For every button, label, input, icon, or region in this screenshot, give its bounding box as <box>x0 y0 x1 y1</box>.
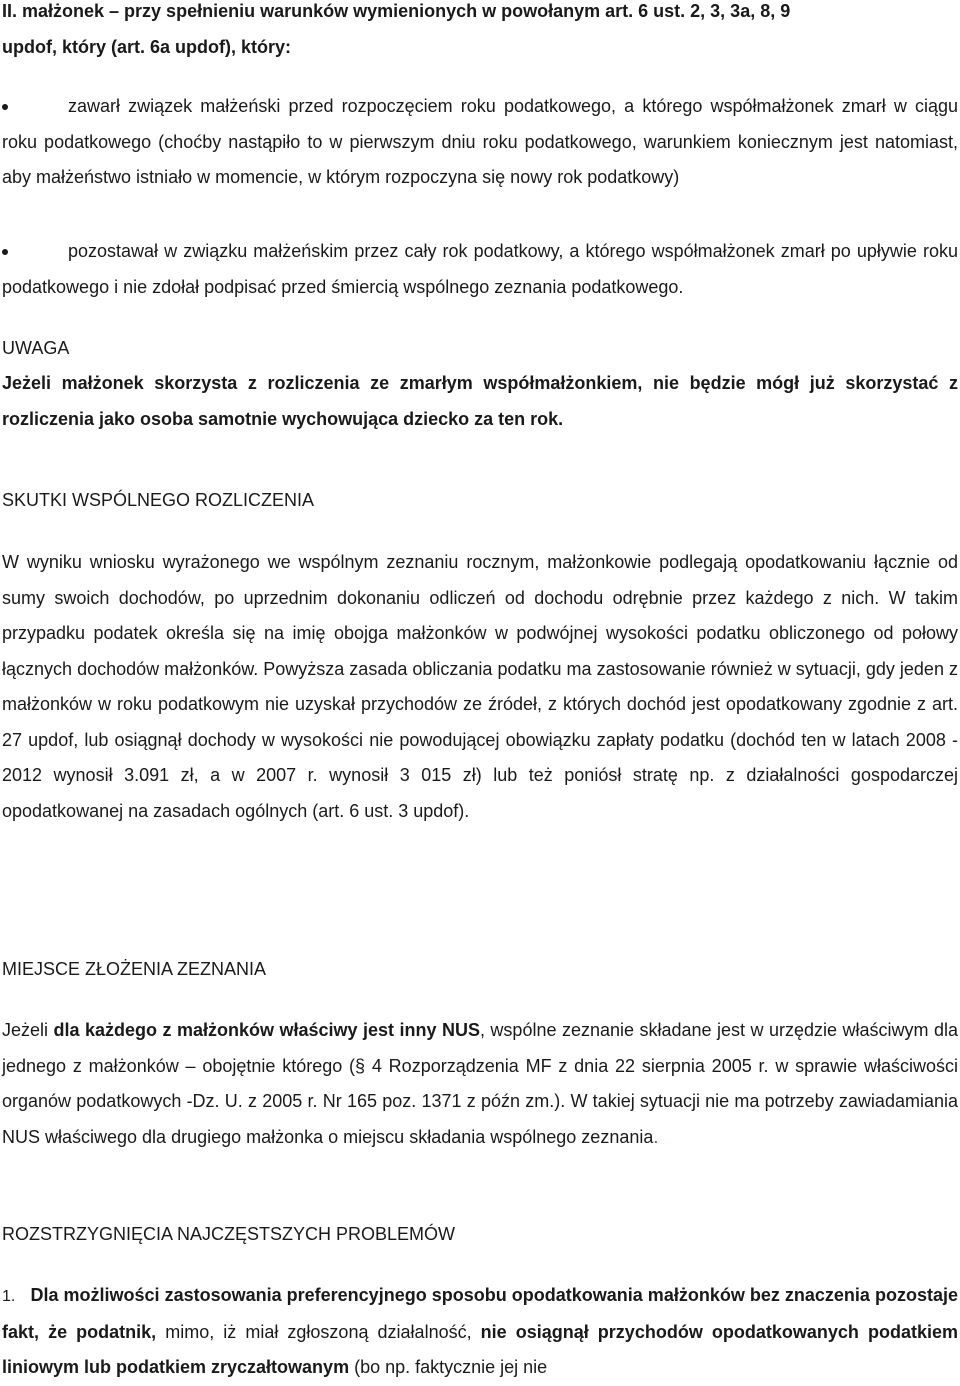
problemy-tail: (bo np. faktycznie jej nie <box>349 1357 548 1377</box>
miejsce-pre: Jeżeli <box>2 1020 54 1040</box>
bullet-icon <box>2 249 8 255</box>
problemy-mid: mimo, iż miał zgłoszoną działalność, <box>156 1321 481 1342</box>
uwaga-heading: UWAGA <box>2 338 70 358</box>
intro-line-2-rest: 6a updof), który: <box>145 37 292 57</box>
intro-line-1: II. małżonek – przy spełnieniu warunków wymienionych w powołanym art. 6 ust. 2, 3, 3a, 8, 9 <box>2 1 791 21</box>
problemy-heading: ROZSTRZYGNIĘCIA NAJCZĘSTSZYCH PROBLEMÓW <box>2 1224 456 1244</box>
bullet-text: pozostawał w związku małżeńskim przez cały rok podatkowy, a którego współmałżonek zmarł po upływie roku podatkowego i nie zdołał podpisać przed śmiercią wspólnego zeznania podatkowego. <box>2 241 958 297</box>
bullet-text: zawarł związek małżeński przed rozpoczęciem roku podatkowego, a którego współmałżonek zmarł w ciągu roku podatkowego (choćby nastąpiło to w pierwszym dniu roku podatkowego, warunkiem koniecznym jest natomiast, aby małżeństwo istniało w momencie, w którym rozpoczyna się nowy rok podatkowy) <box>2 96 958 187</box>
uwaga-text: Jeżeli małżonek skorzysta z rozliczenia ze zmarłym współmałżonkiem, nie będzie mógł już skorzystać z rozliczenia jako osoba samotnie wychowująca dziecko za ten rok. <box>2 373 958 429</box>
problemy-bold-2: nie osiągnął przychodów opodatkowanych podatkiem liniowym lub podatkiem zryczałtowanym <box>2 1321 958 1377</box>
bullet-item <box>2 89 958 196</box>
problemy-item-1 <box>2 1278 958 1386</box>
intro-line-2-bold: updof, który (art. <box>2 37 145 57</box>
skutki-heading: SKUTKI WSPÓLNEGO ROZLICZENIA <box>2 490 315 510</box>
skutki-text: W wyniku wniosku wyrażonego we wspólnym zeznaniu rocznym, małżonkowie podlegają opodatkowaniu łącznie od sumy swoich dochodów, po uprzednim dokonaniu odliczeń od dochodu odrębnie przez każdego z nich. W takim przypadku podatek określa się na imię obojga małżonków w podwójnej wysokości podatku obliczonego od połowy łącznych dochodów małżonków. Powyższa zasada obliczania podatku ma zastosowanie również w sytuacji, gdy jeden z małżonków w roku podatkowym nie uzyskał przychodów ze źródeł, z których dochód jest opodatkowany zgodnie z art. 27 updof, lub osiągnął dochody w wysokości nie powodującej obowiązku zapłaty podatku (dochód ten w latach 2008 - 2012 wynosił 3.091 zł, a w 2007 r. wynosił 3 015 zł) lub też poniósł stratę np. z działalności gospodarczej opodatkowanej na zasadach ogólnych (art. 6 ust. 3 updof). <box>2 552 958 821</box>
intro-line-2 <box>2 30 958 66</box>
miejsce-post: , wspólne zeznanie składane jest w urzędzie właściwym dla jednego z małżonków – obojętnie którego (§ 4 Rozporządzenia MF z dnia 22 sierpnia 2005 r. w sprawie właściwości organów podatkowych -Dz. U. z 2005 r. Nr 165 poz. 1371 z późn zm.). W takiej sytuacji nie ma potrzeby zawiadamiania NUS właściwego dla drugiego małżonka o miejscu składania wspólnego zeznania <box>2 1020 958 1147</box>
bullet-icon <box>2 104 8 110</box>
bullet-item <box>2 234 958 305</box>
miejsce-end: . <box>653 1126 659 1147</box>
miejsce-text <box>2 1013 958 1155</box>
miejsce-heading: MIEJSCE ZŁOŻENIA ZEZNANIA <box>2 959 267 979</box>
problemy-bold-1: Dla możliwości zastosowania preferencyjnego sposobu opodatkowania małżonków bez znaczenia pozostaje fakt, że podatnik, <box>2 1285 958 1342</box>
miejsce-bold: dla każdego z małżonków właściwy jest inny NUS <box>53 1020 480 1040</box>
problemy-number: 1. <box>2 1288 16 1305</box>
